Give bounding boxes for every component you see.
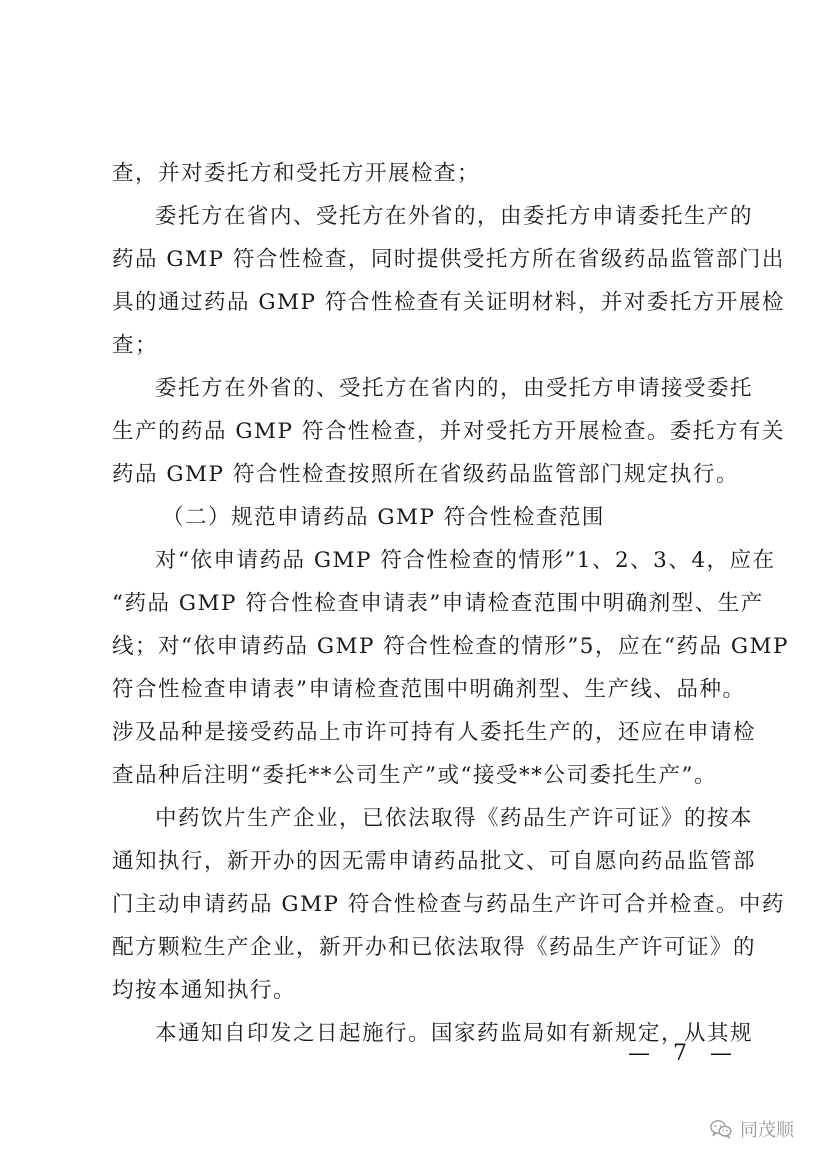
text-line: 通知执行，新开办的因无需申请药品批文、可自愿向药品监管部 [112,849,757,874]
text-line: 配方颗粒生产企业，新开办和已依法取得《药品生产许可证》的 [112,935,757,960]
wechat-icon [710,1119,732,1139]
text-line: 药品 GMP 符合性检查，同时提供受托方所在省级药品监管部门出 [112,247,785,272]
text-line: 药品 GMP 符合性检查按照所在省级药品监管部门规定执行。 [112,462,739,487]
text-line: 均按本通知执行。 [112,978,297,1003]
text-line: 门主动申请药品 GMP 符合性检查与药品生产许可合并检查。中药 [112,892,785,917]
text-line: 对“依申请药品 GMP 符合性检查的情形”1、2、3、4，应在 [155,548,776,573]
document-body [112,152,789,1055]
page-number: — 7 — [628,1041,740,1066]
text-line: 委托方在省内、受托方在外省的，由委托方申请委托生产的 [155,204,754,229]
text-line: 生产的药品 GMP 符合性检查，并对受托方开展检查。委托方有关 [112,419,785,444]
watermark-label: 同茂顺 [740,1120,794,1141]
text-line: 委托方在外省的、受托方在省内的，由受托方申请接受委托 [155,376,754,401]
text-line: 查品种后注明“委托**公司生产”或“接受**公司委托生产”。 [112,763,717,788]
text-line: 查，并对委托方和受托方开展检查； [112,161,481,186]
text-line: 查； [112,333,159,358]
text-line: 本通知自印发之日起施行。国家药监局如有新规定，从其规 [155,1021,754,1046]
account-watermark [710,1116,794,1142]
text-line: 中药饮片生产企业，已依法取得《药品生产许可证》的按本 [155,806,754,831]
text-line: 涉及品种是接受药品上市许可持有人委托生产的，还应在申请检 [112,720,757,745]
text-line: 符合性检查申请表”申请检查范围中明确剂型、生产线、品种。 [112,677,746,702]
text-line: “药品 GMP 符合性检查申请表”申请检查范围中明确剂型、生产 [112,591,764,616]
text-line: 线；对“依申请药品 GMP 符合性检查的情形”5，应在“药品 GMP [112,634,789,659]
text-line: 具的通过药品 GMP 符合性检查有关证明材料，并对委托方开展检 [112,290,785,315]
text-line: （二）规范申请药品 GMP 符合性检查范围 [162,505,605,530]
